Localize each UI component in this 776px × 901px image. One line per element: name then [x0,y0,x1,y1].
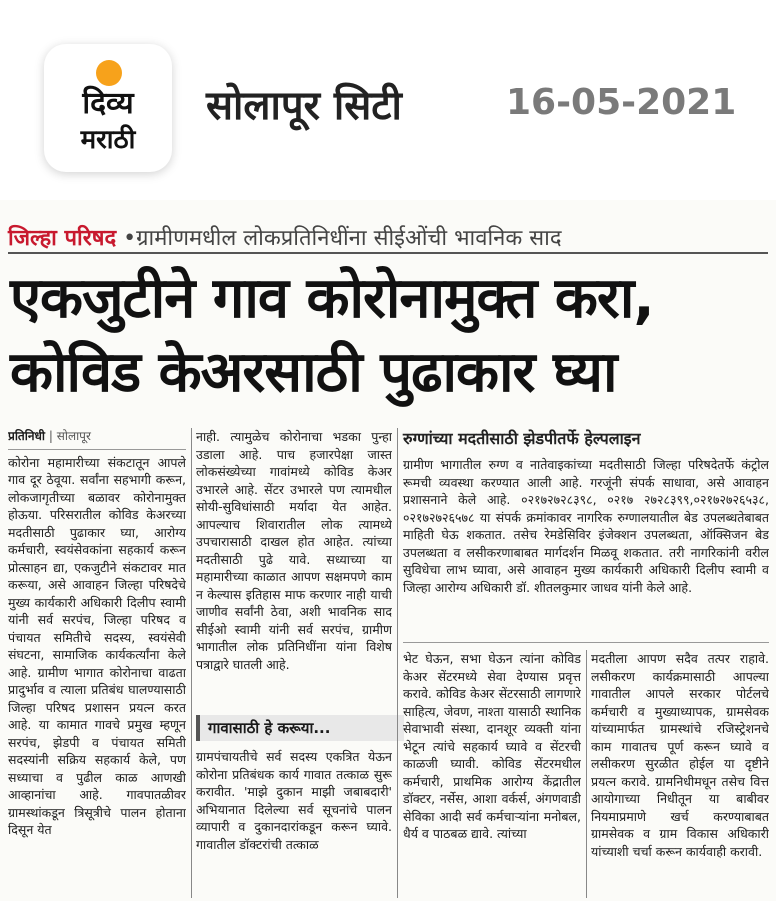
headline-line2: कोविड केअरसाठी पुढाकार घ्या [10,340,617,405]
article-tagline [8,222,562,252]
edition-city: सोलापूर सिटी [206,83,402,129]
byline-reporter: प्रतिनिधी [8,429,46,443]
byline-city: | सोलापूर [45,429,91,443]
headline-line1: एकजुटीने गाव कोरोनामुक्त करा, [10,266,654,331]
article-column-1 [8,428,186,898]
article-column-2b: ग्रामपंचायतीचे सर्व सदस्य एकत्रित येऊन कोरोना प्रतिबंधक कार्य गावात तत्काळ सुरू करावीत. 'माझे दुकान माझी जबाबदारी' अभियानात दिलेल्या सर्व सूचनांचे पालन व्यापारी व दुकानदारांकडून करून घ्यावे. गावातील डॉक्टरांची तत्काळ [196,749,392,852]
logo-line2: मराठी [80,125,136,155]
logo-line1: दिव्य [82,86,134,121]
byline [8,428,186,450]
article-column-4: मदतीला आपण सदैव तत्पर राहावे. लसीकरण कार्यक्रमासाठी आपल्या गावातील आपले सरकार पोर्टलचे कर्मचारी व मुख्याध्यापक, ग्रामसेवक यांच्यामार्फत ग्रामस्थांचे रजिस्ट्रेशनचे काम गावातच पूर्ण करून घ्यावे व लसीकरण सुरळीत होईल या दृष्टीने प्रयत्न करावे. ग्रामनिधीमधून तसेच वित्त आयोगाच्या निधीतून या बाबीवर नियमाप्रमाणे खर्च करण्याबाबत ग्रामसेवक व ग्राम विकास अधिकारी यांच्याशी चर्चा करून कार्यवाही करावी. [591,651,769,859]
box-divider [403,642,769,643]
column-divider [191,428,192,898]
column-divider [586,650,587,898]
divider [8,252,768,254]
article-column-3: भेट घेऊन, सभा घेऊन त्यांना कोविड केअर सेंटरमध्ये सेवा देण्यास प्रवृत्त करावे. कोविड केअर सेंटरसाठी लागणारे साहित्य, जेवण, नाश्ता यासाठी स्थानिक सेवाभावी संस्था, दानशूर व्यक्ती यांना भेटून त्यांचे सहकार्य घ्यावे व सेंटरची काळजी घ्यावी. कोविड सेंटरमधील कर्मचारी, प्राथमिक आरोग्य केंद्रातील डॉक्टर, नर्सेस, आशा वर्कर्स, अंगणवाडी सेविका आदी सर्व कर्मचाऱ्यांना मनोबल, धैर्य व पाठबळ द्यावे. त्यांच्या [403,651,581,841]
edition-date: 16-05-2021 [506,82,737,123]
sun-icon [96,60,122,86]
subhead-village: गावासाठी हे करूया... [196,715,404,741]
app-header [0,0,776,200]
subhead-helpline: रुग्णांच्या मदतीसाठी झेडपीतर्फे हेल्पलाइन [403,429,641,448]
article-column-2a: नाही. त्यामुळेच कोरोनाचा भडका पुन्हा उडाला आहे. पाच हजारपेक्षा जास्त लोकसंख्येच्या गावांमध्ये कोविड केअर उभारले आहे. सेंटर उभारले पण त्यामधील सोयी-सुविधांसाठी मर्यादा येत आहेत. आपल्याच शिवारातील लोक त्यामध्ये उपचारासाठी दाखल होत आहेत. त्यांच्या मदतीसाठी पुढे यावे. सध्याच्या या महामारीच्या काळात आपण सक्षमपणे काम न केल्यास इतिहास माफ करणार नाही याची जाणीव सर्वांनी ठेवा, अशी भावनिक साद सीईओ स्वामी यांनी सर्व सरपंच, ग्रामीण भागातील लोक प्रतिनिधींना यांना विशेष पत्राद्वारे घातली आहे. [196,429,392,672]
divya-marathi-logo[interactable] [44,44,172,172]
kicker: जिल्हा परिषद [8,226,117,251]
column-1-text: कोरोना महामारीच्या संकटातून आपले गाव दूर ठेवूया. सर्वांना सहभागी करून, लोकजागृतीच्या बळावर कोरोनामुक्त होऊया. परिसरातील कोविड केअरच्या मदतीसाठी पुढाकार घ्या, आरोग्य कर्मचारी, स्वयंसेवकांना सहकार्य करून प्रोत्साहन द्या, एकजुटीने संकटावर मात करूया, असे आवाहन जिल्हा परिषदेचे मुख्य कार्यकारी अधिकारी दिलीप स्वामी यांनी सर्व सरपंच, जिल्हा परिषद व पंचायत समितीचे सदस्य, स्वयंसेवी संघटना, सामाजिक कार्यकर्त्यांना केले आहे. ग्रामीण भागात कोरोनाचा वाढता प्रादुर्भाव व त्याला प्रतिबंध घालण्यासाठी जिल्हा परिषद प्रशासन प्रयत्न करत आहे. या कामात गावचे प्रमुख म्हणून सरपंच, झेडपी व पंचायत समिती सदस्यांनी सक्रिय सहकार्य केले, पण सध्याचा व पुढील काळ आणखी आव्हानांचा आहे. गावपातळीवर ग्रामस्थांकडून त्रिसूत्रीचे पालन होताना दिसून येत [8,454,186,837]
tagline-text: •ग्रामीणमधील लोकप्रतिनिधींना सीईओंची भावनिक साद [116,226,562,251]
helpline-text: ग्रामीण भागातील रुग्ण व नातेवाइकांच्या मदतीसाठी जिल्हा परिषदेतर्फे कंट्रोल रूमची व्यवस्था करण्यात आली आहे. गरजूंनी संपर्क साधावा, असे आवाहन प्रशासनाने केले आहे. ०२१७२७२८३९८, ०२१७ २७२८३९९,०२१७२७२६५३८, ०२१७२७२६५७८ या संपर्क क्रमांकावर नागरिक रुग्णालयातील बेड उपलब्धतेबाबत माहिती घेऊ शकतात. तसेच रेमडेसिविर इंजेक्शन उपलब्धता, ऑक्सिजन बेड उपलब्धता व लसीकरणाबाबत मार्गदर्शन मिळवू शकतात. तरी नागरिकांनी वरील सुविधेचा लाभ घ्यावा, असे आवाहन मुख्य कार्यकारी अधिकारी दिलीप स्वामी व जिल्हा आरोग्य अधिकारी डॉ. शीतलकुमार जाधव यांनी केले आहे. [403,457,769,595]
column-divider [397,428,398,898]
newspaper-clipping[interactable] [0,200,776,901]
